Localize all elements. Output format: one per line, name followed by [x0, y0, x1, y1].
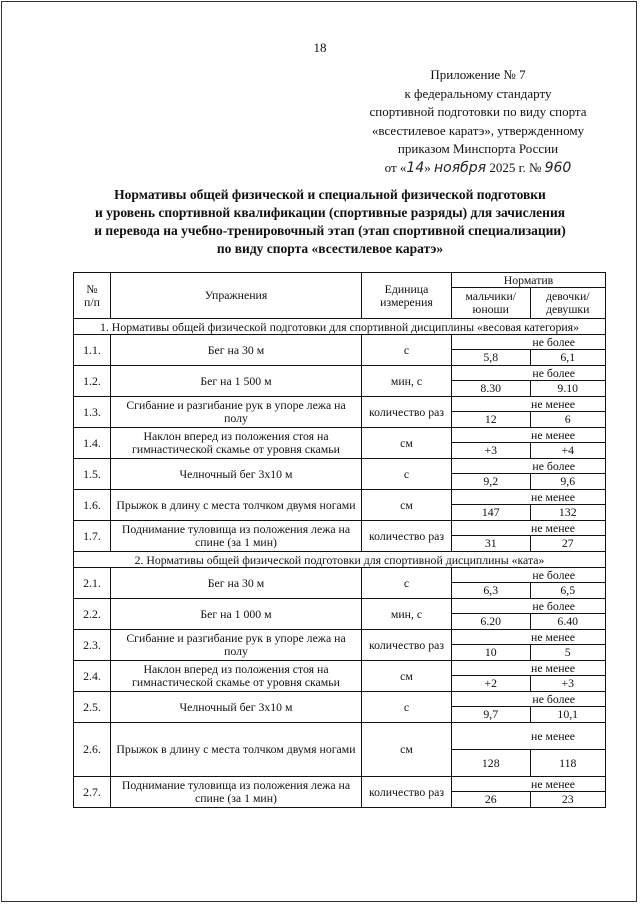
- section-row: [74, 552, 606, 568]
- boys-value: 12: [452, 412, 531, 428]
- appendix-line: к федеральному стандарту: [404, 85, 552, 101]
- order-prefix: от «: [384, 159, 407, 175]
- table-row: [74, 397, 606, 412]
- norm-condition: не менее: [452, 490, 606, 505]
- exercise-name: Бег на 1 500 м: [111, 366, 362, 397]
- title-line: Нормативы общей физической и специальной физической подготовки: [114, 187, 546, 202]
- norm-condition: не менее: [452, 661, 606, 676]
- girls-value: 6: [530, 412, 606, 428]
- row-number: 2.7.: [74, 777, 111, 808]
- table-row: [74, 335, 606, 350]
- exercise-name: Прыжок в длину с места толчком двумя ногами: [111, 490, 362, 521]
- boys-value: 10: [452, 645, 531, 661]
- header-norm: Норматив: [452, 273, 606, 288]
- header-boys: мальчики/ юноши: [452, 288, 531, 319]
- section-title: 2. Нормативы общей физической подготовки для спортивной дисциплины «ката»: [74, 552, 606, 568]
- exercise-name: Наклон вперед из положения стоя на гимнастической скамье от уровня скамьи: [111, 661, 362, 692]
- exercise-name: Прыжок в длину с места толчком двумя ногами: [111, 723, 362, 777]
- row-number: 2.5.: [74, 692, 111, 723]
- title-line: по виду спорта «всестилевое каратэ»: [216, 241, 444, 256]
- title-line: и уровень спортивной квалификации (спортивные разряды) для зачисления: [94, 205, 566, 220]
- boys-value: 128: [452, 750, 531, 777]
- girls-value: 6,1: [530, 350, 606, 366]
- row-number: 1.5.: [74, 459, 111, 490]
- girls-value: +4: [530, 443, 606, 459]
- girls-value: 9,6: [530, 474, 606, 490]
- row-number: 1.1.: [74, 335, 111, 366]
- row-number: 2.1.: [74, 568, 111, 599]
- table-row: [74, 428, 606, 443]
- row-number: 2.6.: [74, 723, 111, 777]
- boys-value: 8.30: [452, 381, 531, 397]
- order-line: [340, 159, 616, 178]
- table-row: [74, 366, 606, 381]
- table-row: [74, 459, 606, 474]
- row-number: 2.2.: [74, 599, 111, 630]
- unit-cell: количество раз: [362, 521, 452, 552]
- unit-cell: количество раз: [362, 777, 452, 808]
- unit-cell: мин, с: [362, 366, 452, 397]
- order-number-handwritten: 960: [544, 159, 572, 176]
- appendix-line: Приложение № 7: [430, 67, 526, 82]
- norm-condition: не менее: [452, 397, 606, 412]
- girls-value: 132: [530, 505, 606, 521]
- girls-value: +3: [530, 676, 606, 692]
- norm-condition: не более: [452, 459, 606, 474]
- unit-cell: см: [362, 490, 452, 521]
- norm-condition: не менее: [452, 521, 606, 536]
- norm-condition: не менее: [452, 630, 606, 645]
- table-row: [74, 568, 606, 583]
- header-girls: девочки/ девушки: [530, 288, 606, 319]
- appendix-line: приказом Минспорта России: [397, 141, 559, 156]
- table-row: [74, 692, 606, 707]
- boys-value: 31: [452, 536, 531, 552]
- row-number: 2.4.: [74, 661, 111, 692]
- girls-value: 6,5: [530, 583, 606, 599]
- title-line: и перевода на учебно-тренировочный этап (этап спортивной специализации): [94, 223, 566, 238]
- norms-table: [73, 272, 606, 808]
- boys-value: 147: [452, 505, 531, 521]
- boys-value: 26: [452, 792, 531, 808]
- unit-cell: см: [362, 428, 452, 459]
- unit-cell: см: [362, 723, 452, 777]
- exercise-name: Поднимание туловища из положения лежа на спине (за 1 мин): [111, 777, 362, 808]
- unit-cell: количество раз: [362, 397, 452, 428]
- row-number: 1.6.: [74, 490, 111, 521]
- order-mid: »: [424, 159, 431, 175]
- norm-condition: не более: [452, 599, 606, 614]
- norm-condition: не более: [452, 335, 606, 350]
- girls-value: 5: [530, 645, 606, 661]
- row-number: 1.3.: [74, 397, 111, 428]
- boys-value: 6.20: [452, 614, 531, 630]
- girls-value: 6.40: [530, 614, 606, 630]
- header-num: № п/п: [74, 273, 111, 319]
- order-year: 2025 г. №: [489, 159, 542, 175]
- exercise-name: Наклон вперед из положения стоя на гимнастической скамье от уровня скамьи: [111, 428, 362, 459]
- unit-cell: с: [362, 459, 452, 490]
- girls-value: 10,1: [530, 707, 606, 723]
- exercise-name: Бег на 30 м: [111, 335, 362, 366]
- boys-value: 5,8: [452, 350, 531, 366]
- exercise-name: Поднимание туловища из положения лежа на спине (за 1 мин): [111, 521, 362, 552]
- girls-value: 118: [530, 750, 606, 777]
- exercise-name: Челночный бег 3x10 м: [111, 459, 362, 490]
- section-row: [74, 319, 606, 335]
- exercise-name: Челночный бег 3x10 м: [111, 692, 362, 723]
- table-row: [74, 599, 606, 614]
- norm-condition: не более: [452, 568, 606, 583]
- norms-table-body: [74, 273, 606, 808]
- row-number: 1.2.: [74, 366, 111, 397]
- boys-value: 9,7: [452, 707, 531, 723]
- girls-value: 27: [530, 536, 606, 552]
- order-month-handwritten: ноября: [433, 159, 487, 176]
- table-row: [74, 723, 606, 750]
- table-row: [74, 661, 606, 676]
- unit-cell: см: [362, 661, 452, 692]
- unit-cell: с: [362, 692, 452, 723]
- header-row: [74, 273, 606, 288]
- table-row: [74, 490, 606, 505]
- unit-cell: с: [362, 568, 452, 599]
- norm-condition: не более: [452, 692, 606, 707]
- exercise-name: Бег на 1 000 м: [111, 599, 362, 630]
- table-row: [74, 521, 606, 536]
- row-number: 1.4.: [74, 428, 111, 459]
- boys-value: 9,2: [452, 474, 531, 490]
- unit-cell: мин, с: [362, 599, 452, 630]
- norm-condition: не более: [452, 366, 606, 381]
- section-title: 1. Нормативы общей физической подготовки для спортивной дисциплины «весовая категория»: [74, 319, 606, 335]
- exercise-name: Сгибание и разгибание рук в упоре лежа на полу: [111, 630, 362, 661]
- table-row: [74, 630, 606, 645]
- header-exercise: Упражнения: [111, 273, 362, 319]
- boys-value: +2: [452, 676, 531, 692]
- document-title: [60, 186, 600, 258]
- girls-value: 23: [530, 792, 606, 808]
- norm-condition: не менее: [452, 428, 606, 443]
- girls-value: 9.10: [530, 381, 606, 397]
- appendix-block: [340, 66, 616, 177]
- unit-cell: количество раз: [362, 630, 452, 661]
- page-number: 18: [313, 40, 327, 55]
- boys-value: 6,3: [452, 583, 531, 599]
- appendix-line: «всестилевое каратэ», утвержденному: [371, 122, 585, 138]
- appendix-line: спортивной подготовки по виду спорта: [369, 104, 587, 119]
- unit-cell: с: [362, 335, 452, 366]
- order-day-handwritten: 14: [406, 159, 425, 176]
- table-row: [74, 777, 606, 792]
- norm-condition: не менее: [452, 723, 606, 750]
- boys-value: +3: [452, 443, 531, 459]
- row-number: 2.3.: [74, 630, 111, 661]
- header-unit: Единица измерения: [362, 273, 452, 319]
- row-number: 1.7.: [74, 521, 111, 552]
- exercise-name: Сгибание и разгибание рук в упоре лежа на полу: [111, 397, 362, 428]
- exercise-name: Бег на 30 м: [111, 568, 362, 599]
- norm-condition: не менее: [452, 777, 606, 792]
